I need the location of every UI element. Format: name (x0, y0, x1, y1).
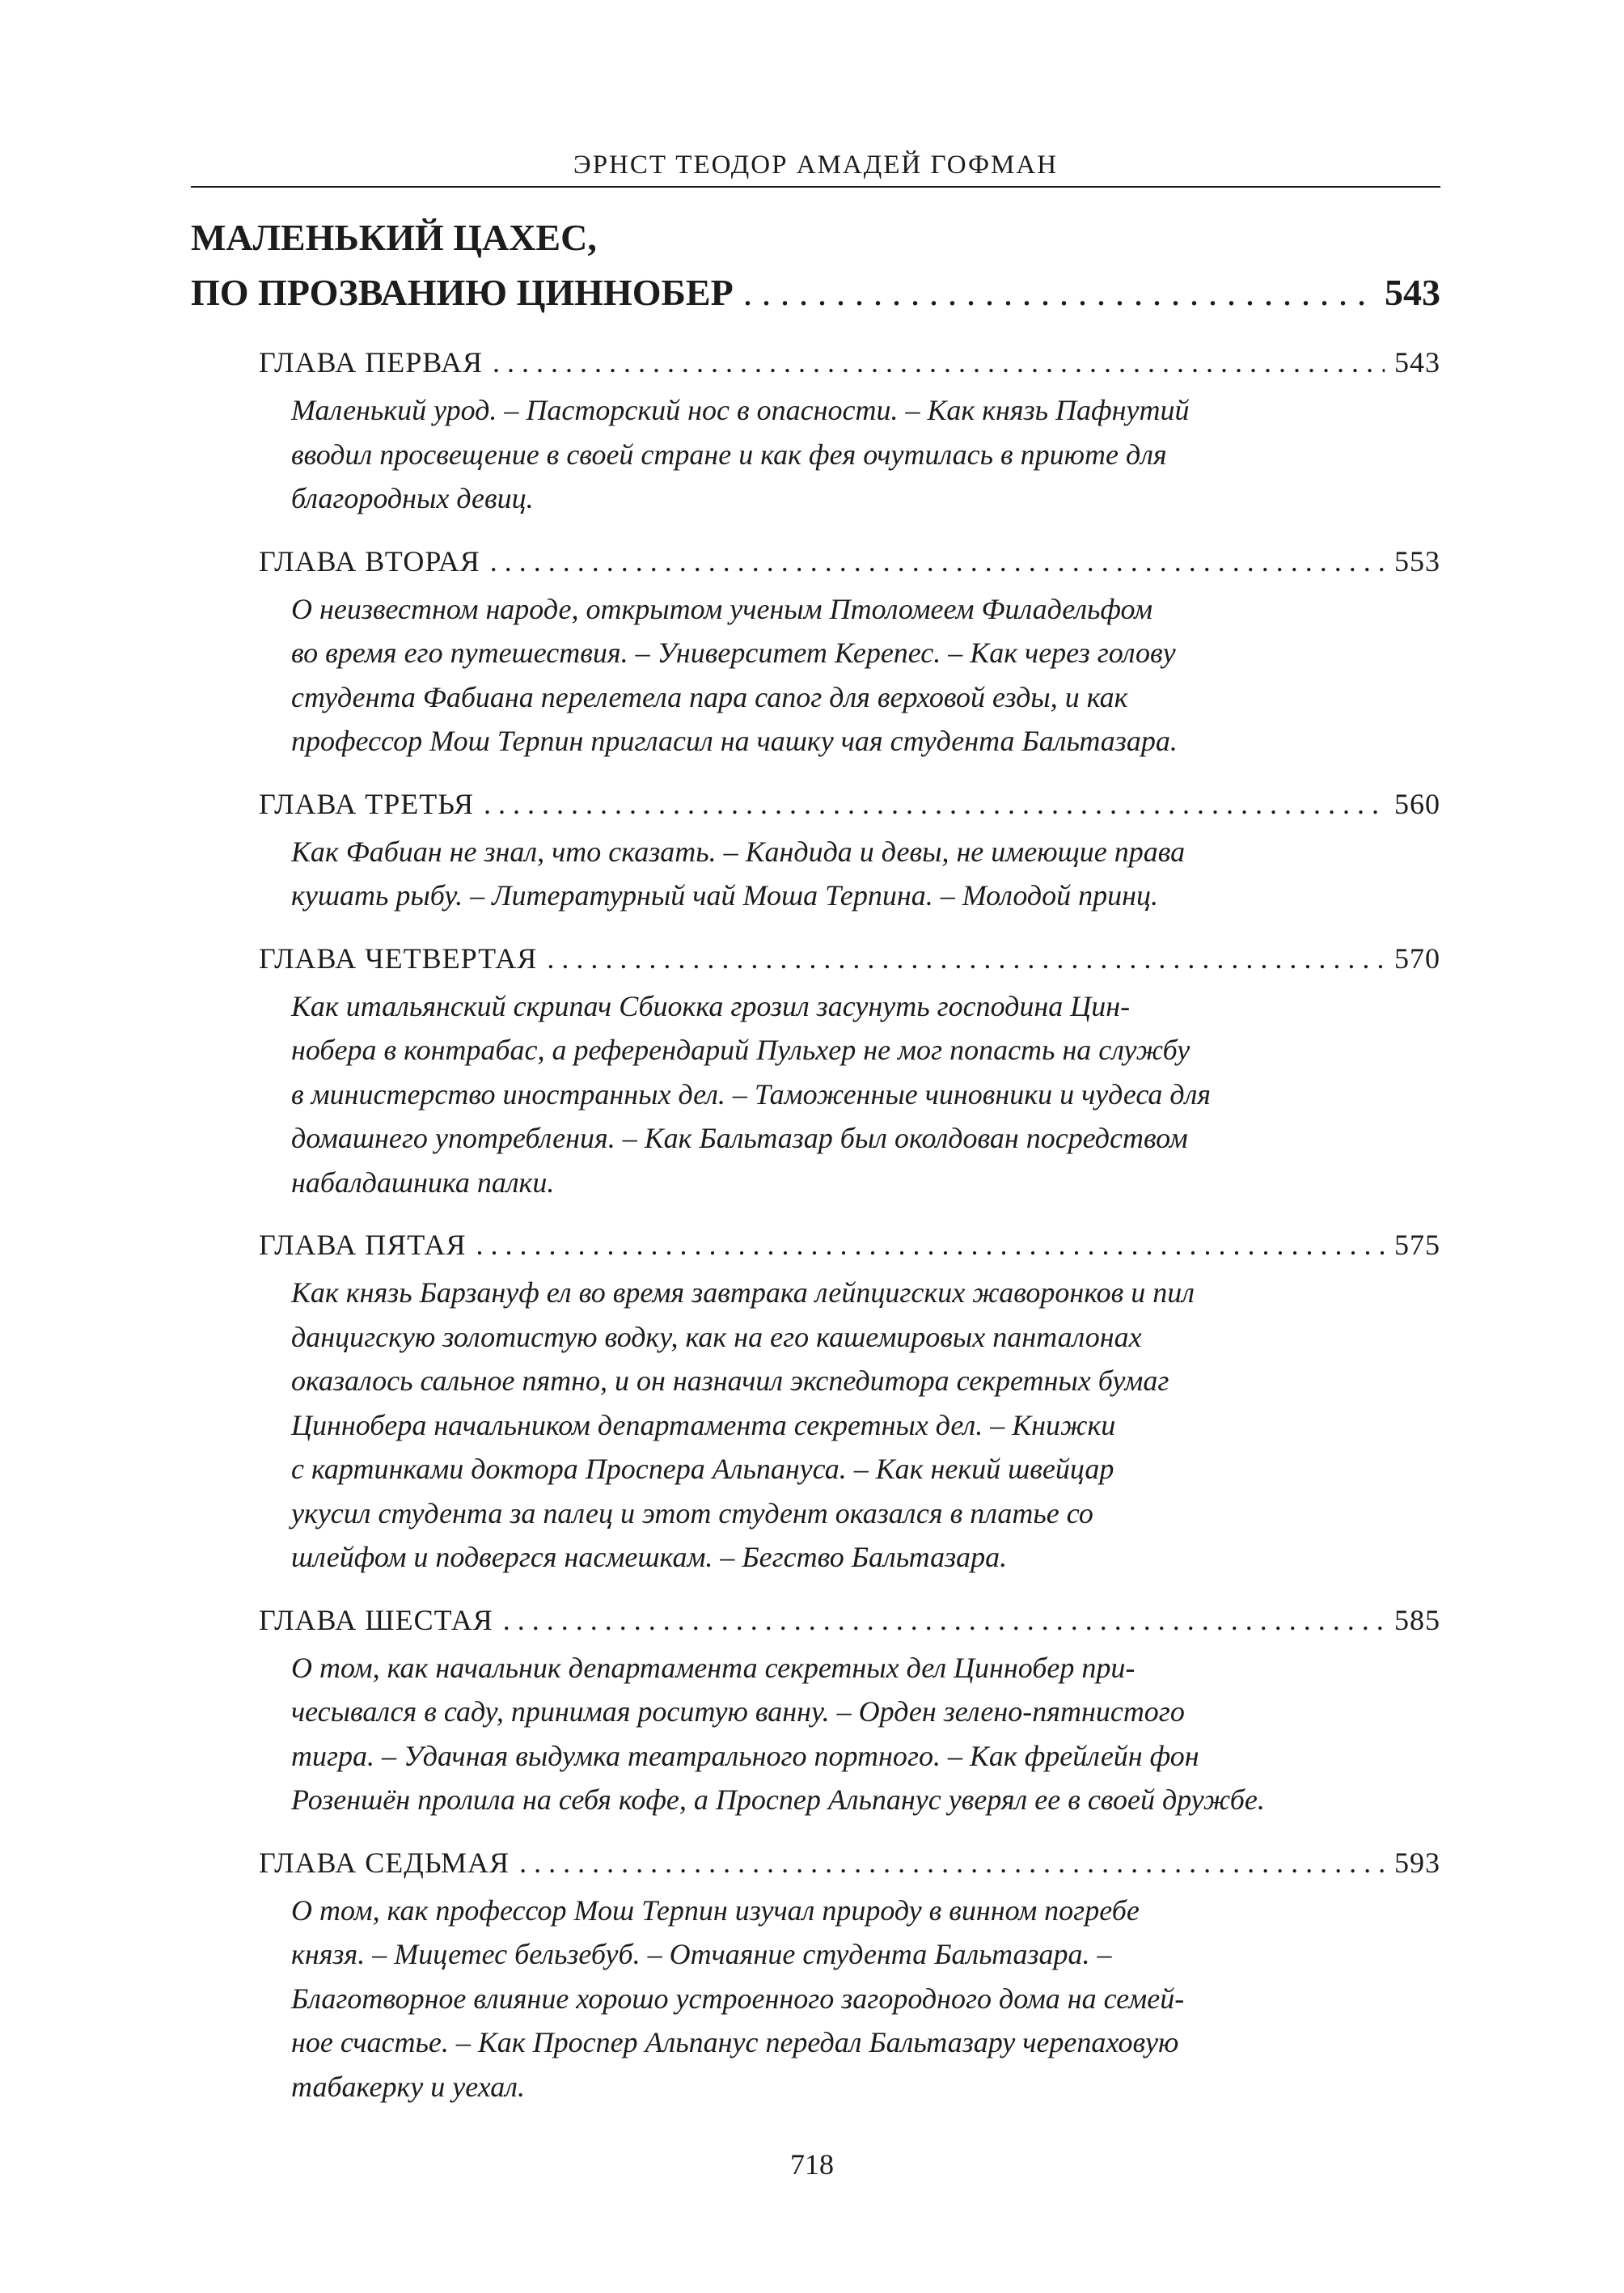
summary-line: в министерство иностранных дел. – Таможенные чиновники и чудеса для (291, 1077, 1212, 1111)
chapter-page-number: 575 (1394, 1229, 1440, 1261)
dot-leader (484, 781, 1385, 827)
chapter-title: ГЛАВА ЧЕТВЕРТАЯ (259, 941, 538, 975)
chapter-title: ГЛАВА ШЕСТАЯ (259, 1603, 493, 1636)
chapter-title: ГЛАВА ПЕРВАЯ (259, 346, 484, 379)
summary-line: Розеншён пролила на себя кофе, а Проспер Альпанус уверял ее в своей дружбе. (291, 1783, 1265, 1816)
summary-line: благородных девиц. (291, 482, 534, 514)
summary-line: кушать рыбу. – Литературный чай Моша Терпина. – Молодой принц. (291, 879, 1159, 912)
header-rule (191, 186, 1440, 188)
chapter-title: ГЛАВА ТРЕТЬЯ (259, 787, 475, 820)
work-title-line1: МАЛЕНЬКИЙ ЦАХЕС, (191, 217, 597, 258)
toc-entry (259, 1840, 1440, 2109)
summary-line: Как итальянский скрипач Сбиокка грозил засунуть господина Цин- (291, 989, 1131, 1022)
chapter-summary (291, 1646, 1343, 1822)
chapter-summary (291, 388, 1343, 521)
chapter-list (259, 340, 1440, 2126)
work-title-entry (191, 265, 1440, 320)
chapter-heading-line (259, 340, 1440, 385)
summary-line: с картинками доктора Проспера Альпануса. – Как некий швейцар (291, 1453, 1114, 1485)
chapter-title: ГЛАВА ВТОРАЯ (259, 544, 480, 577)
chapter-page-number: 585 (1394, 1603, 1440, 1636)
summary-line: данцигскую золотистую водку, как на его кашемировых панталонах (291, 1320, 1142, 1353)
summary-line: О том, как профессор Мош Терпин изучал природу в винном погребе (291, 1893, 1140, 1927)
summary-line: князя. – Мицетес бельзебуб. – Отчаяние студента Бальтазара. – (291, 1938, 1112, 1970)
dot-leader (519, 1840, 1385, 1885)
summary-line: О неизвестном народе, открытом ученым Птоломеем Филадельфом (291, 592, 1153, 625)
summary-line: профессор Мош Терпин пригласил на чашку чая студента Бальтазара. (291, 725, 1178, 757)
toc-entry (259, 539, 1440, 764)
dot-leader (503, 1597, 1385, 1643)
summary-line: во время его путешествия. – Университет Керепес. – Как через голову (291, 637, 1176, 669)
chapter-heading-line (259, 1840, 1440, 1885)
chapter-summary (291, 1271, 1343, 1580)
page-number: 718 (790, 2148, 834, 2181)
chapter-page-number: 570 (1394, 941, 1440, 975)
chapter-title: ГЛАВА СЕДЬМАЯ (259, 1846, 510, 1879)
work-page-number: 543 (1385, 272, 1440, 313)
chapter-page-number: 593 (1394, 1846, 1440, 1879)
summary-line: чесывался в саду, принимая роситую ванну. – Орден зелено-пятнистого (291, 1695, 1185, 1728)
chapter-summary (291, 587, 1343, 764)
toc-entry (259, 936, 1440, 1205)
chapter-summary (291, 1889, 1343, 2109)
dot-leader (743, 265, 1375, 320)
toc-entry (259, 1222, 1440, 1580)
summary-line: укусил студента за палец и этот студент оказался в платье со (291, 1496, 1093, 1529)
chapter-heading-line (259, 1222, 1440, 1267)
summary-line: студента Фабиана перелетела пара сапог для верховой езды, и как (291, 680, 1128, 713)
chapter-title: ГЛАВА ПЯТАЯ (259, 1229, 467, 1261)
work-title-line2: ПО ПРОЗВАНИЮ ЦИННОБЕР (191, 272, 734, 313)
summary-line: тигра. – Удачная выдумка театрального портного. – Как фрейлейн фон (291, 1739, 1199, 1772)
running-head: ЭРНСТ ТЕОДОР АМАДЕЙ ГОФМАН (573, 150, 1059, 180)
chapter-summary (291, 830, 1343, 918)
summary-line: Циннобера начальником департамента секретных дел. – Книжки (291, 1408, 1116, 1441)
dot-leader (547, 936, 1385, 981)
summary-line: вводил просвещение в своей стране и как фея очутилась в приюте для (291, 438, 1167, 471)
toc-entry (259, 340, 1440, 521)
chapter-heading-line (259, 936, 1440, 981)
chapter-page-number: 553 (1394, 544, 1440, 577)
chapter-page-number: 560 (1394, 787, 1440, 820)
dot-leader (490, 539, 1385, 584)
summary-line: домашнего употребления. – Как Бальтазар был околдован посредством (291, 1122, 1188, 1154)
summary-line: Маленький урод. – Пасторский нос в опасности. – Как князь Пафнутий (291, 394, 1190, 426)
summary-line: оказалось сальное пятно, и он назначил экспедитора секретных бумаг (291, 1364, 1169, 1397)
chapter-heading-line (259, 781, 1440, 827)
summary-line: набалдашника палки. (291, 1166, 555, 1199)
summary-line: Как князь Барзануф ел во время завтрака лейпцигских жаворонков и пил (291, 1276, 1195, 1309)
chapter-page-number: 543 (1394, 346, 1440, 379)
dot-leader (476, 1222, 1385, 1267)
summary-line: табакерку и уехал. (291, 2070, 525, 2103)
summary-line: Благотворное влияние хорошо устроенного загородного дома на семей- (291, 1982, 1185, 2015)
work-title (191, 210, 1440, 320)
summary-line: О том, как начальник департамента секретных дел Циннобер при- (291, 1651, 1136, 1684)
summary-line: Как Фабиан не знал, что сказать. – Кандида и девы, не имеющие права (291, 835, 1186, 868)
chapter-summary (291, 984, 1343, 1205)
toc-entry (259, 1597, 1440, 1822)
toc-entry (259, 781, 1440, 918)
summary-line: шлейфом и подвергся насмешкам. – Бегство Бальтазара. (291, 1541, 1008, 1573)
summary-line: нобера в контрабас, а референдарий Пульхер не мог попасть на службу (291, 1034, 1191, 1066)
chapter-heading-line (259, 539, 1440, 584)
dot-leader (493, 340, 1385, 385)
summary-line: ное счастье. – Как Проспер Альпанус передал Бальтазару черепаховую (291, 2026, 1179, 2058)
chapter-heading-line (259, 1597, 1440, 1643)
